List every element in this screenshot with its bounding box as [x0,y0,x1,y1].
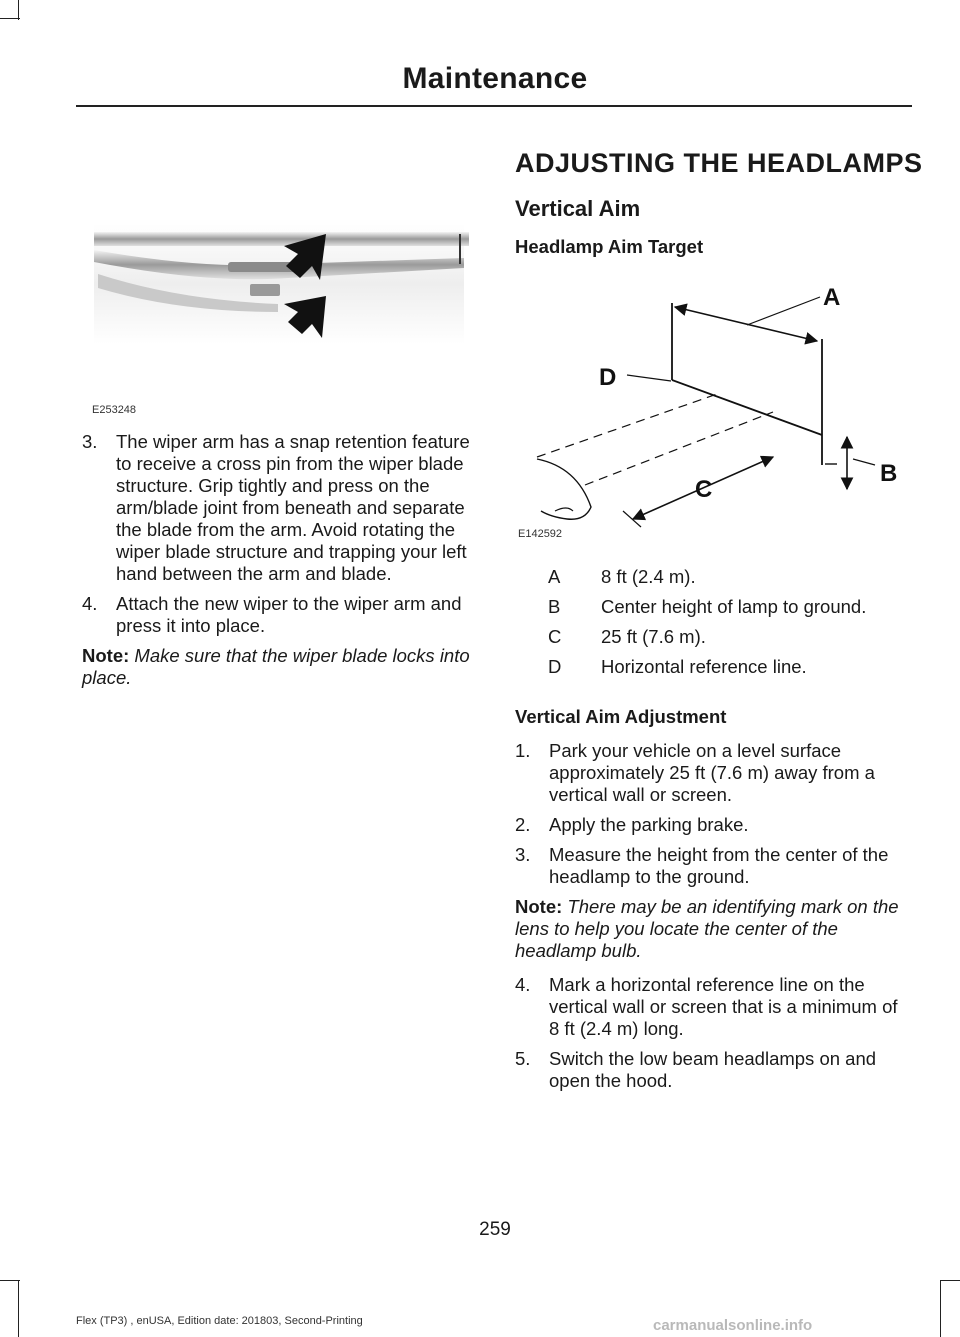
legend-key: A [548,566,561,587]
aim-target-svg [515,275,915,545]
headlamp-aim-diagram [515,275,915,545]
dimension-a-arrow [675,307,817,341]
legend-value: 8 ft (2.4 m). [601,566,696,587]
step-text: Switch the low beam headlamps on and open the hood. [549,1048,877,1091]
step-number: 3. [82,431,98,452]
step-number: 3. [515,844,531,865]
step-number: 4. [82,593,98,614]
crop-mark-top-left-h [0,18,20,19]
edition-footer: Flex (TP3) , enUSA, Edition date: 201803, Second-Printing [76,1315,363,1327]
wiper-blade-illustration [88,204,478,412]
crop-mark-top-left [18,0,19,20]
header-rule [76,105,912,107]
vehicle-front-outline [537,459,591,519]
list-item [515,1048,909,1092]
legend-value: Center height of lamp to ground. [601,596,867,617]
section-title: ADJUSTING THE HEADLAMPS [515,148,923,178]
diagram-label-d: D [599,364,617,391]
figure-label-wiper: E253248 [92,404,137,416]
step-number: 4. [515,974,531,995]
right-steps [515,740,909,1100]
adjustment-title: Vertical Aim Adjustment [515,706,727,727]
step-text: Measure the height from the center of the headlamp to the ground. [549,844,889,887]
note-wiper [82,645,476,689]
note-text: There may be an identifying mark on the lens to help you locate the center of the headlamp bulb. [515,896,899,961]
page-number: 259 [479,1219,511,1240]
diagram-label-b: B [880,460,898,487]
page-header-title: Maintenance [402,62,588,95]
list-item [515,974,909,1040]
legend-value: 25 ft (7.6 m). [601,626,706,647]
step-text: Park your vehicle on a level surface approximately 25 ft (7.6 m) away from a vertical wall or screen. [549,740,875,805]
wiper-steps-list [82,431,476,637]
step-number: 2. [515,814,531,835]
wiper-figure [88,204,478,412]
subsection-title: Vertical Aim [515,196,641,221]
step-text: Mark a horizontal reference line on the vertical wall or screen that is a minimum of 8 ft (2.4 m) long. [549,974,898,1039]
watermark: carmanualsonline.info [653,1317,813,1334]
list-item [515,740,909,806]
note-text: Make sure that the wiper blade locks into place. [82,645,470,688]
step-text: The wiper arm has a snap retention feature to receive a cross pin from the wiper blade structure. Grip tightly and press on the arm/blade joint from beneath and separate the blade from the arm. Avoid rotating the wiper blade structure and trapping your left hand between the arm and blade. [116,431,470,584]
crop-mark-bottom-right-h [940,1280,960,1281]
legend-key: C [548,626,562,647]
note-label: Note: [82,645,130,666]
legend-key: D [548,656,562,677]
list-item [82,593,476,637]
figure-title: Headlamp Aim Target [515,236,704,257]
aim-steps-list-b [515,974,909,1092]
figure-label-headlamp: E142592 [518,528,563,540]
left-steps [82,431,476,689]
list-item [515,844,909,888]
crop-mark-bottom-right [940,1280,941,1337]
legend-value: Horizontal reference line. [601,656,807,677]
step-number: 5. [515,1048,531,1069]
step-text: Apply the parking brake. [549,814,749,835]
step-text: Attach the new wiper to the wiper arm and press it into place. [116,593,462,636]
crop-mark-bottom-left [18,1280,19,1337]
diagram-label-a: A [823,284,841,311]
note-headlamp [515,896,909,962]
crop-mark-bottom-left-h [0,1280,20,1281]
diagram-label-c: C [695,476,713,503]
step-number: 1. [515,740,531,761]
list-item [82,431,476,585]
list-item [515,814,909,836]
legend-key: B [548,596,561,617]
aim-steps-list-a [515,740,909,888]
note-label: Note: [515,896,563,917]
